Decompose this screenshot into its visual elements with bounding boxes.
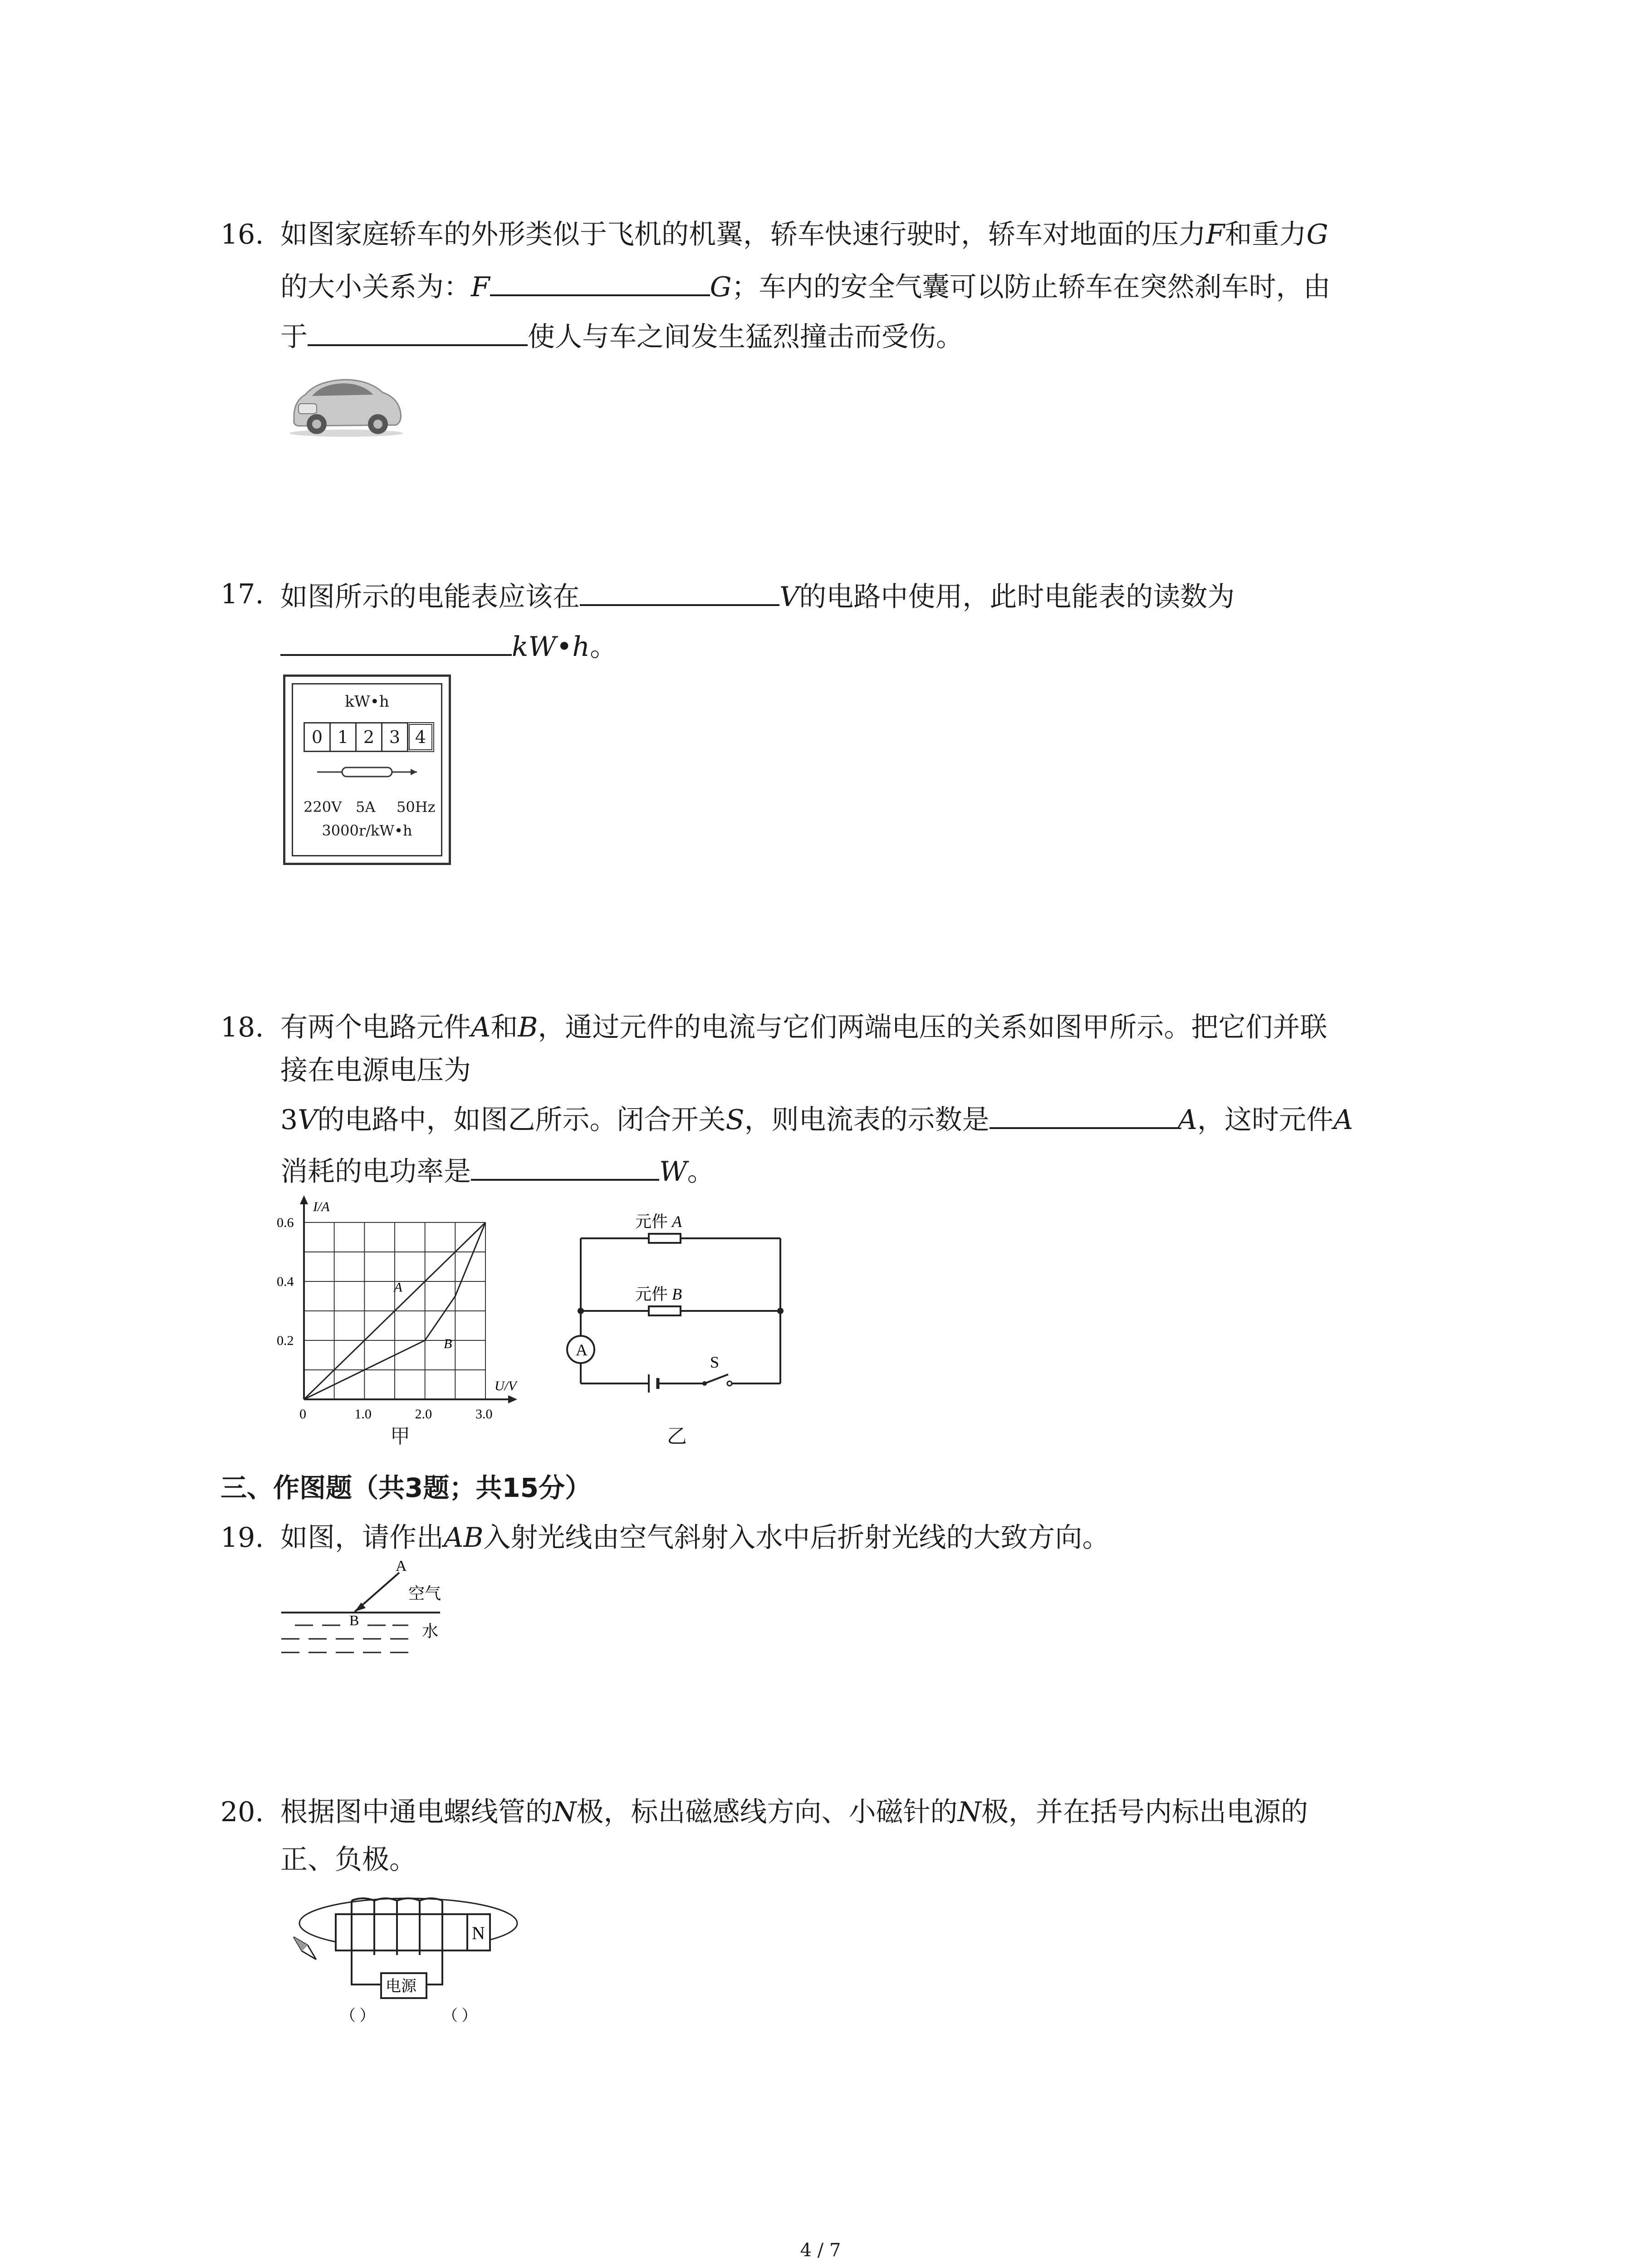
question-number: 20. — [220, 1796, 264, 1828]
question-17-line-1: 如图所示的电能表应该在 V的电路中使用，此时电能表的读数为 — [280, 576, 1234, 615]
element-a-resistor — [649, 1234, 681, 1243]
ammeter-label: A — [576, 1341, 588, 1359]
answer-blank[interactable] — [308, 316, 528, 346]
parallel-circuit-diagram — [554, 1202, 808, 1402]
circuit-label: 乙 — [667, 1425, 687, 1448]
switch-icon — [702, 1374, 732, 1386]
meter-spec-voltage: 220V — [304, 798, 342, 816]
graph-label: 甲 — [390, 1425, 410, 1448]
svg-text:B: B — [349, 1612, 359, 1628]
section-heading: 三、作图题（共3题；共15分） — [220, 1472, 592, 1503]
meter-digit: 3 — [382, 722, 408, 752]
page-footer: 4 / 7 — [800, 2240, 841, 2261]
svg-text:A: A — [396, 1558, 407, 1574]
refraction-diagram — [277, 1554, 458, 1672]
bracket-left[interactable]: （ ） — [340, 2008, 375, 2024]
meter-rotor-icon — [313, 763, 421, 781]
meter-spec-frequency: 50Hz — [397, 798, 436, 816]
question-18-line-1: 有两个电路元件A和B，通过元件的电流与它们两端电压的关系如图甲所示。把它们并联 — [280, 1012, 1327, 1043]
answer-blank[interactable] — [471, 1151, 659, 1181]
compass-needle-icon — [291, 1934, 319, 1962]
y-axis-label: I/A — [313, 1199, 330, 1214]
bracket-right[interactable]: （ ） — [442, 2008, 477, 2024]
switch-label: S — [710, 1353, 720, 1371]
solenoid-diagram — [277, 1882, 531, 2046]
meter-spec-revolutions: 3000r/kW•h — [322, 822, 412, 839]
y-tick-label: 0.2 — [277, 1333, 294, 1348]
svg-text:元件 A: 元件 A — [635, 1212, 682, 1231]
meter-digits — [304, 722, 434, 752]
question-number: 16. — [220, 219, 264, 250]
y-tick-label: 0.6 — [277, 1215, 294, 1230]
question-18-line-4: 消耗的电功率是 W。 — [280, 1151, 715, 1190]
element-b-resistor — [649, 1306, 681, 1315]
meter-unit: kW•h — [345, 693, 389, 711]
answer-blank[interactable] — [989, 1099, 1178, 1129]
question-number: 18. — [220, 1012, 264, 1043]
question-20-line-1: 根据图中通电螺线管的N极，标出磁感线方向、小磁针的N极，并在括号内标出电源的 — [280, 1796, 1308, 1828]
question-16-line-3: 于 使人与车之间发生猛烈撞击而受伤。 — [280, 316, 963, 355]
n-pole-label: N — [472, 1923, 485, 1943]
meter-digit: 1 — [331, 722, 357, 752]
question-18-line-2: 接在电源电压为 — [280, 1055, 471, 1086]
answer-blank[interactable] — [580, 576, 779, 606]
series-label: A — [394, 1280, 402, 1295]
electricity-meter — [283, 675, 451, 865]
meter-digit-highlighted: 4 — [407, 722, 434, 752]
svg-text:元件 B: 元件 B — [635, 1285, 682, 1303]
question-20-line-2: 正、负极。 — [280, 1844, 416, 1876]
question-number: 19. — [220, 1522, 264, 1554]
meter-digit: 0 — [304, 722, 331, 752]
x-tick-label: 1.0 — [354, 1407, 372, 1422]
question-18-line-3: 3V的电路中，如图乙所示。闭合开关S，则电流表的示数是 A，这时元件A — [280, 1099, 1353, 1138]
origin-label: 0 — [299, 1407, 306, 1422]
answer-blank[interactable] — [280, 626, 512, 656]
svg-text:电源: 电源 — [386, 1978, 416, 1995]
x-axis-label: U/V — [495, 1378, 517, 1393]
svg-text:空气: 空气 — [408, 1584, 441, 1603]
series-label: B — [444, 1336, 452, 1351]
x-tick-label: 2.0 — [415, 1407, 432, 1422]
question-17-line-2: kW•h。 — [280, 626, 617, 665]
y-tick-label: 0.4 — [277, 1274, 294, 1289]
question-19-line-1: 如图，请作出AB入射光线由空气斜射入水中后折射光线的大致方向。 — [280, 1522, 1110, 1554]
y-axis-arrow — [300, 1195, 308, 1204]
question-16-line-1: 如图家庭轿车的外形类似于飞机的机翼，轿车快速行驶时，轿车对地面的压力F和重力G — [280, 219, 1328, 250]
meter-spec-current: 5A — [356, 798, 376, 816]
x-tick-label: 3.0 — [475, 1407, 493, 1422]
x-axis-arrow — [508, 1395, 517, 1403]
meter-digit: 2 — [357, 722, 382, 752]
question-number: 17. — [220, 578, 264, 610]
iv-graph — [272, 1191, 544, 1445]
answer-blank[interactable] — [490, 266, 710, 296]
question-16-line-2: 的大小关系为：F G；车内的安全气囊可以防止轿车在突然刹车时，由 — [280, 266, 1331, 305]
svg-text:水: 水 — [422, 1622, 439, 1640]
car-image — [285, 370, 407, 438]
